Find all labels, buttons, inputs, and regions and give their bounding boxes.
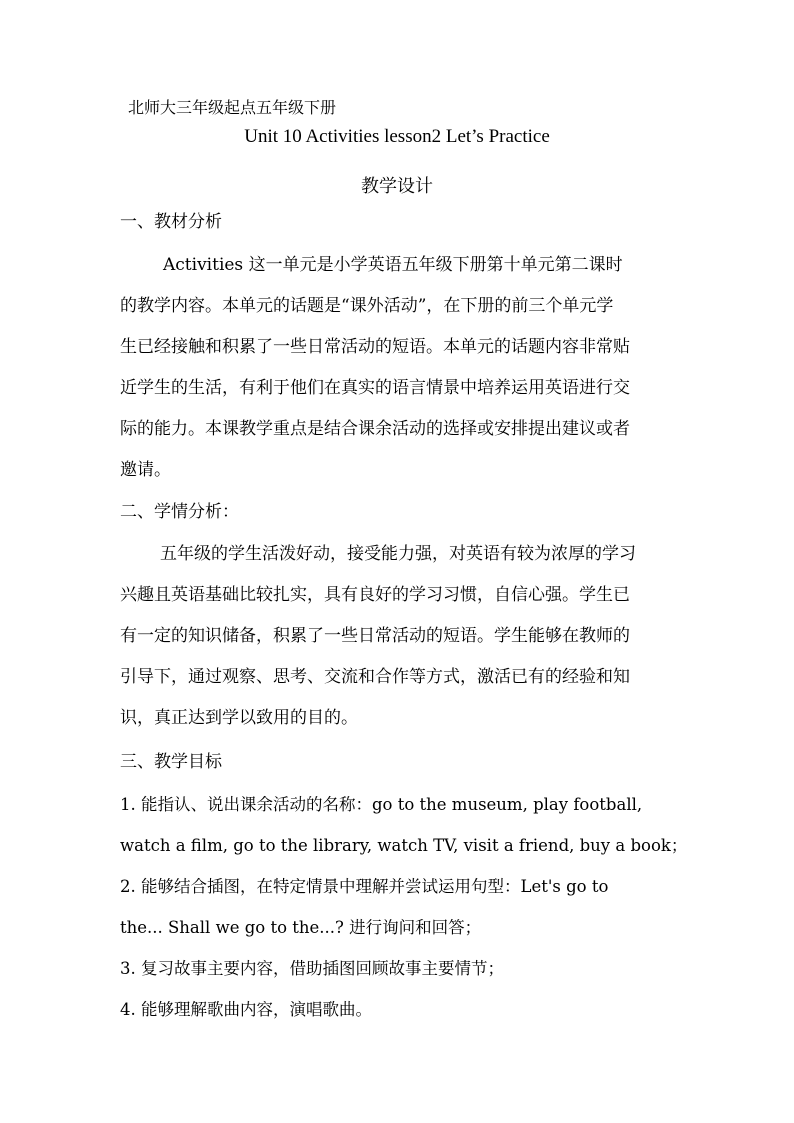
- objective-line: the... Shall we go to the...? 进行询问和回答；: [120, 918, 482, 937]
- paragraph-line: 生已经接触和积累了一些日常活动的短语。本单元的话题内容非常贴: [120, 337, 630, 357]
- paragraph-line: Activities 这一单元是小学英语五年级下册第十单元第二课时: [163, 255, 623, 275]
- objective-line: 3. 复习故事主要内容，借助插图回顾故事主要情节；: [120, 959, 504, 978]
- paragraph-line: 有一定的知识储备，积累了一些日常活动的短语。学生能够在教师的: [120, 626, 630, 646]
- section-heading-1: 一、教材分析: [120, 212, 222, 232]
- doc-subtitle: 教学设计: [361, 176, 433, 197]
- objective-line: 1. 能指认、说出课余活动的名称：go to the museum, play football,: [120, 795, 643, 814]
- paragraph-line: 五年级的学生活泼好动，接受能力强，对英语有较为浓厚的学习: [160, 544, 636, 564]
- textbook-series: 北师大三年级起点五年级下册: [128, 98, 337, 117]
- paragraph-line: 识，真正达到学以致用的目的。: [120, 708, 358, 728]
- paragraph-line: 近学生的生活，有利于他们在真实的语言情景中培养运用英语进行交: [120, 378, 630, 398]
- objective-line: 2. 能够结合插图，在特定情景中理解并尝试运用句型：Let's go to: [120, 877, 609, 896]
- objective-line: watch a film, go to the library, watch TV, visit a friend, buy a book；: [120, 836, 688, 855]
- paragraph-line: 邀请。: [120, 460, 171, 480]
- section-heading-2: 二、学情分析：: [120, 502, 239, 522]
- paragraph-line: 际的能力。本课教学重点是结合课余活动的选择或安排提出建议或者: [120, 419, 630, 439]
- lesson-title: Unit 10 Activities lesson2 Let’s Practice: [244, 126, 550, 147]
- paragraph-line: 兴趣且英语基础比较扎实，具有良好的学习习惯，自信心强。学生已: [120, 585, 630, 605]
- section-heading-3: 三、教学目标: [120, 752, 222, 772]
- paragraph-line: 引导下，通过观察、思考、交流和合作等方式，激活已有的经验和知: [120, 667, 630, 687]
- paragraph-line: 的教学内容。本单元的话题是“课外活动”，在下册的前三个单元学: [120, 296, 614, 316]
- objective-line: 4. 能够理解歌曲内容，演唱歌曲。: [120, 1000, 372, 1019]
